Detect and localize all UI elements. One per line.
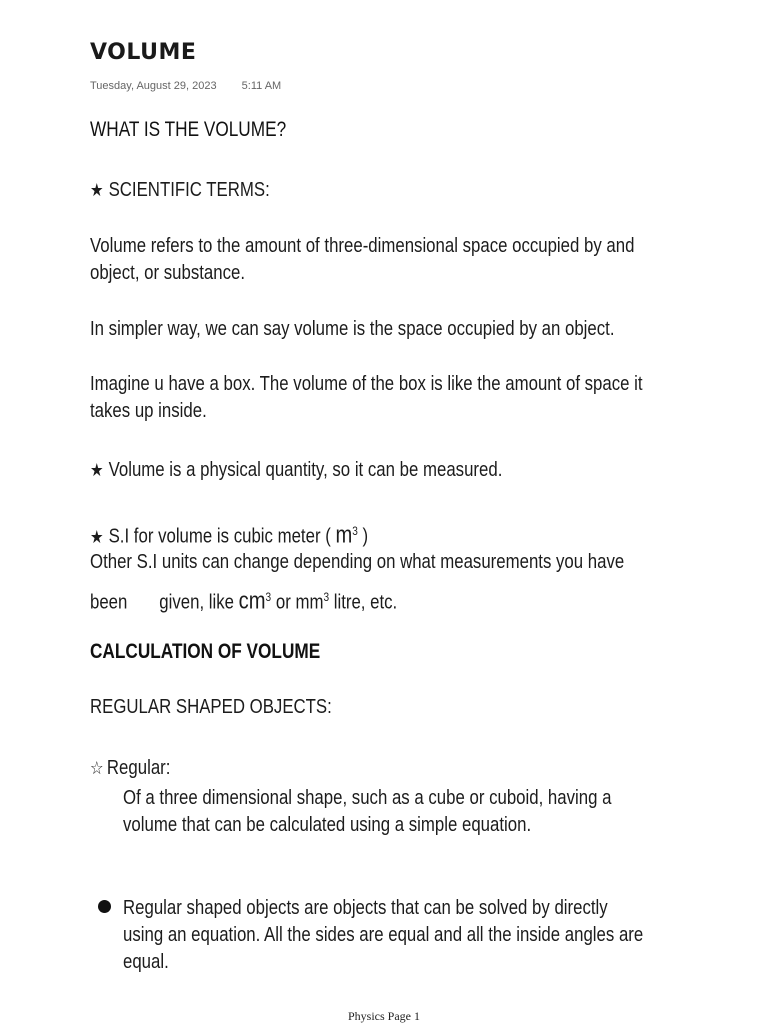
mm-exponent: 3 bbox=[323, 590, 330, 604]
outline-star-icon: ☆ bbox=[90, 758, 104, 778]
note-time: 5:11 AM bbox=[241, 80, 282, 92]
simpler-way-text: In simpler way, we can say volume is the space occupied by an object. bbox=[90, 318, 615, 340]
regular-line bbox=[90, 755, 170, 782]
units-example-line bbox=[90, 584, 397, 617]
bullet-line-2: using an equation. All the sides are equal and all the inside angles are bbox=[123, 924, 644, 946]
star-icon: ★ bbox=[90, 460, 104, 480]
note-meta bbox=[90, 80, 281, 92]
si-unit-line bbox=[90, 518, 368, 551]
scientific-terms-label: SCIENTIFIC TERMS: bbox=[108, 179, 270, 201]
bullet-icon bbox=[98, 900, 111, 913]
physical-quantity-text: Volume is a physical quantity, so it can be measured. bbox=[108, 459, 503, 481]
regular-definition-line-2: volume that can be calculated using a simple equation. bbox=[123, 814, 532, 836]
cm-unit: cm bbox=[238, 587, 266, 615]
note-date: Tuesday, August 29, 2023 bbox=[90, 80, 217, 92]
si-unit-symbol: m bbox=[335, 521, 353, 549]
regular-label: Regular: bbox=[106, 757, 171, 779]
page-footer: Physics Page 1 bbox=[348, 1009, 420, 1023]
bullet-line-3: equal. bbox=[123, 951, 169, 973]
regular-definition-line-1: Of a three dimensional shape, such as a cube or cuboid, having a bbox=[123, 787, 612, 809]
regular-shaped-objects-label: REGULAR SHAPED OBJECTS: bbox=[90, 696, 332, 718]
si-unit-prefix: S.I for volume is cubic meter ( bbox=[108, 525, 336, 548]
other-units-line: Other S.I units can change depending on what measurements you have bbox=[90, 551, 625, 573]
star-icon: ★ bbox=[90, 180, 104, 200]
box-analogy-line-2: takes up inside. bbox=[90, 400, 207, 422]
given-like-text: given, like bbox=[159, 591, 239, 614]
definition-line-2: object, or substance. bbox=[90, 262, 246, 284]
litre-etc-text: litre, etc. bbox=[329, 591, 398, 614]
cm-exponent: 3 bbox=[265, 590, 272, 604]
been-text: been bbox=[90, 591, 128, 614]
si-unit-suffix: ) bbox=[357, 525, 369, 548]
scientific-terms-line bbox=[90, 177, 270, 204]
si-unit-exponent: 3 bbox=[352, 524, 358, 538]
page-title: VOLUME bbox=[90, 40, 197, 65]
definition-line-1: Volume refers to the amount of three-dimensional space occupied by and bbox=[90, 235, 635, 257]
bullet-line-1: Regular shaped objects are objects that can be solved by directly bbox=[123, 897, 608, 919]
star-icon: ★ bbox=[90, 526, 104, 547]
box-analogy-line-1: Imagine u have a box. The volume of the box is like the amount of space it bbox=[90, 373, 643, 395]
physical-quantity-line bbox=[90, 457, 502, 484]
heading-what-is-volume: WHAT IS THE VOLUME? bbox=[90, 118, 287, 141]
or-mm-text: or mm bbox=[271, 591, 324, 614]
heading-calculation: CALCULATION OF VOLUME bbox=[90, 640, 321, 663]
